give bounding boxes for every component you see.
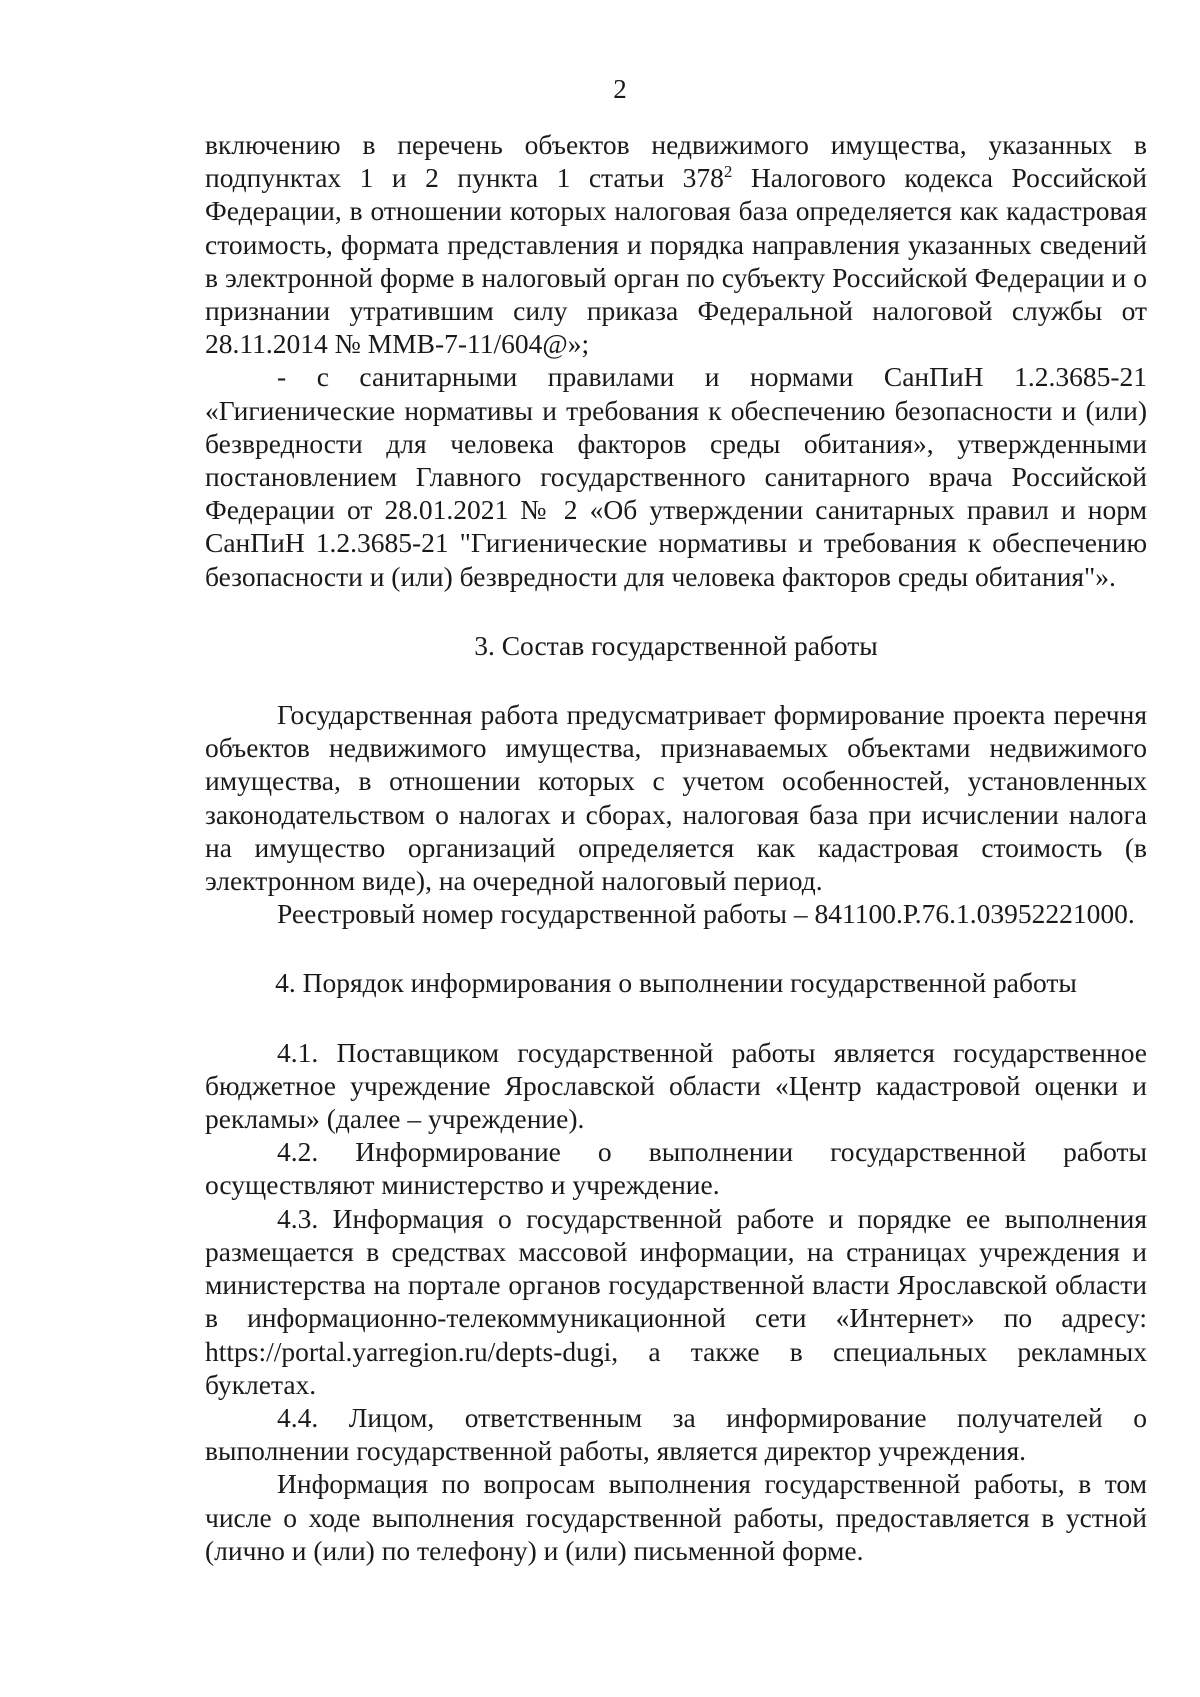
paragraph-final: Информация по вопросам выполнения государственной работы, в том числе о ходе выполнения государственной работы, предоставляется в устной (лично и (или) по телефону) и (или) письменной форме. [205, 1468, 1147, 1566]
paragraph-4-4: 4.4. Лицом, ответственным за информирование получателей о выполнении государственной работы, является директор учреждения. [205, 1401, 1147, 1467]
paragraph-text: Налогового кодекса Российской Федерации, в отношении которых налоговая база определяется как кадастровая стоимость, формата представления и порядка направления указанных сведений в электронной форме в налоговый орган по субъекту Российской Федерации и о признании утратившим силу приказа Федеральной налоговой службы от 28.11.2014 № ММВ-7-11/604@»; [205, 162, 1147, 360]
paragraph-4-3: 4.3. Информация о государственной работе и порядке ее выполнения размещается в средствах массовой информации, на страницах учреждения и министерства на портале органов государственной власти Ярославской области в информационно-телекоммуникационной сети «Интернет» по адресу: https://portal.yarregion.ru/depts-dugi, а также в специальных рекламных буклетах. [205, 1202, 1147, 1400]
paragraph-work-description: Государственная работа предусматривает формирование проекта перечня объектов недвижимого имущества, признаваемых объектами недвижимого имущества, в отношении которых с учетом особенностей, установленных законодательством о налогах и сборах, налоговая база при исчислении налога на имущество организаций определяется как кадастровая стоимость (в электронном виде), на очередной налоговый период. [205, 699, 1147, 897]
superscript: 2 [723, 162, 733, 182]
paragraph-registry-number: Реестровый номер государственной работы – 841100.Р.76.1.03952221000. [277, 898, 1135, 930]
paragraph-4-1: 4.1. Поставщиком государственной работы является государственное бюджетное учреждение Ярославской области «Центр кадастровой оценки и рекламы» (далее – учреждение). [205, 1036, 1147, 1135]
paragraph-continuation [205, 128, 1147, 360]
section-heading-4: 4. Порядок информирования о выполнении государственной работы [275, 967, 1077, 999]
document-body [205, 128, 1147, 1567]
paragraph-4-2: 4.2. Информирование о выполнении государственной работы осуществляют министерство и учреждение. [205, 1136, 1147, 1201]
paragraph-sanpin: - с санитарными правилами и нормами СанПиН 1.2.3685-21 «Гигиенические нормативы и требования к обеспечению безопасности и (или) безвредности для человека факторов среды обитания», утвержденными постановлением Главного государственного санитарного врача Российской Федерации от 28.01.2021 № 2 «Об утверждении санитарных правил и норм СанПиН 1.2.3685-21 "Гигиенические нормативы и требования к обеспечению безопасности и (или) безвредности для человека факторов среды обитания"». [205, 361, 1147, 592]
page-number: 2 [613, 74, 627, 104]
section-heading-3: 3. Состав государственной работы [474, 629, 878, 661]
paragraph-text: включению в перечень объектов недвижимого имущества, указанных в подпунктах 1 и 2 пункта 1 статьи 378 [205, 129, 1147, 194]
